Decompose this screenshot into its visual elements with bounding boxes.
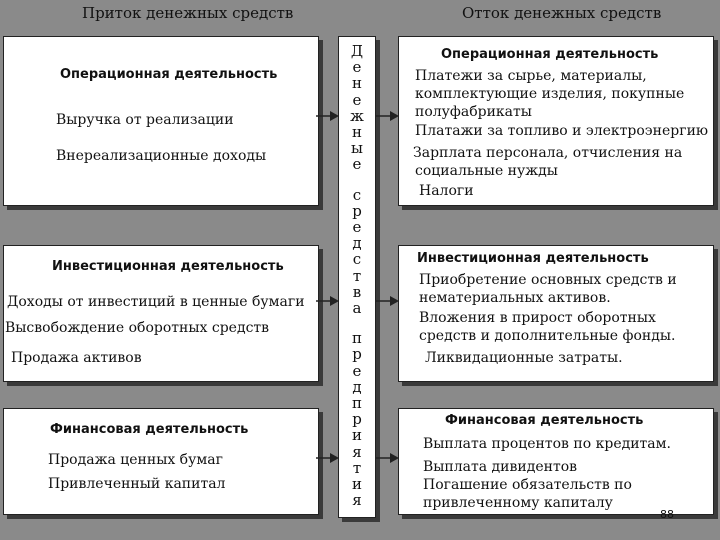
outflow-investing-item: Ликвидационные затраты. (425, 350, 623, 366)
outflow-financing-title: Финансовая деятельность (445, 413, 644, 428)
arrow-inflow-financing-icon (316, 450, 340, 466)
outflow-investing-item: нематериальных активов. (419, 290, 611, 306)
outflow-operating-box (398, 36, 714, 206)
inflow-financing-item: Привлеченный капитал (48, 476, 226, 492)
outflow-investing-item: средств и дополнительные фонды. (419, 328, 676, 344)
outflow-operating-title: Операционная деятельность (441, 47, 659, 62)
inflow-investing-title: Инвестиционная деятельность (52, 259, 284, 274)
inflow-financing-title: Финансовая деятельность (50, 422, 249, 437)
inflow-investing-box (3, 245, 319, 382)
arrow-inflow-investing-icon (316, 293, 340, 309)
outflow-operating-item: полуфабрикаты (415, 104, 532, 120)
page-number: 88 (660, 508, 674, 521)
outflow-financing-item: Выплата процентов по кредитам. (423, 436, 671, 452)
outflow-investing-item: Приобретение основных средств и (419, 272, 677, 288)
inflow-investing-item: Доходы от инвестиций в ценные бумаги (7, 294, 305, 310)
inflow-investing-item: Высвобождение оборотных средств (5, 320, 270, 336)
arrow-outflow-investing-icon (376, 293, 400, 309)
arrow-outflow-financing-icon (376, 450, 400, 466)
inflow-header: Приток денежных средств (82, 4, 294, 22)
outflow-operating-item: Платажи за топливо и электроэнергию (415, 123, 709, 139)
outflow-operating-item: Зарплата персонала, отчисления на (413, 145, 683, 161)
inflow-investing-item: Продажа активов (11, 350, 142, 366)
outflow-financing-box (398, 408, 714, 515)
arrow-outflow-operating-icon (376, 108, 400, 124)
outflow-investing-item: Вложения в прирост оборотных (419, 310, 656, 326)
inflow-financing-box (3, 408, 319, 515)
outflow-financing-item: привлеченному капиталу (423, 495, 613, 511)
outflow-operating-item: комплектующие изделия, покупные (415, 86, 685, 102)
outflow-investing-title: Инвестиционная деятельность (417, 251, 649, 266)
inflow-operating-item: Внереализационные доходы (56, 148, 267, 164)
outflow-operating-item: Платежи за сырье, материалы, (415, 68, 647, 84)
inflow-operating-item: Выручка от реализации (56, 112, 234, 128)
arrow-inflow-operating-icon (316, 108, 340, 124)
outflow-operating-item: социальные нужды (415, 163, 558, 179)
outflow-financing-item: Погашение обязательств по (423, 477, 632, 493)
center-funds-title: Д е н е ж н ы е с р е д с т в а п р е д п р и я т и я (350, 42, 364, 510)
outflow-investing-box (398, 245, 714, 382)
outflow-header: Отток денежных средств (462, 4, 662, 22)
outflow-operating-item: Налоги (419, 183, 474, 199)
outflow-financing-item: Выплата дивидентов (423, 459, 577, 475)
center-funds-column (338, 36, 376, 518)
inflow-financing-item: Продажа ценных бумаг (48, 452, 223, 468)
inflow-operating-title: Операционная деятельность (60, 67, 278, 82)
inflow-operating-box (3, 36, 319, 206)
